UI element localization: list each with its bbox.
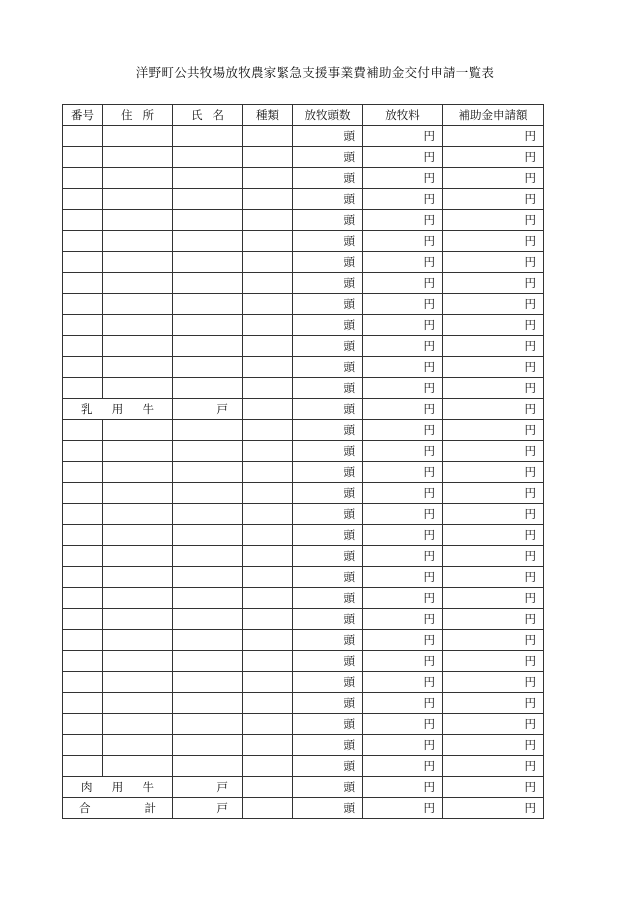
fee-cell: 円 bbox=[363, 609, 443, 630]
number-cell bbox=[63, 693, 103, 714]
address-cell bbox=[103, 630, 173, 651]
fee-cell: 円 bbox=[363, 252, 443, 273]
kind-cell bbox=[243, 735, 293, 756]
fee-cell: 円 bbox=[363, 273, 443, 294]
table-row bbox=[63, 567, 544, 588]
table-row bbox=[63, 483, 544, 504]
kind-cell bbox=[243, 168, 293, 189]
table-row bbox=[63, 714, 544, 735]
subsidy-cell: 円 bbox=[443, 462, 544, 483]
subsidy-cell: 円 bbox=[443, 630, 544, 651]
summary-row-beef bbox=[63, 777, 544, 798]
address-cell bbox=[103, 651, 173, 672]
heads-cell: 頭 bbox=[293, 147, 363, 168]
table-row bbox=[63, 525, 544, 546]
table-row bbox=[63, 420, 544, 441]
address-cell bbox=[103, 609, 173, 630]
address-cell bbox=[103, 693, 173, 714]
fee-cell: 円 bbox=[363, 441, 443, 462]
address-cell bbox=[103, 672, 173, 693]
kind-cell bbox=[243, 378, 293, 399]
address-cell bbox=[103, 714, 173, 735]
kind-cell bbox=[243, 714, 293, 735]
number-cell bbox=[63, 756, 103, 777]
subsidy-cell: 円 bbox=[443, 336, 544, 357]
number-cell bbox=[63, 147, 103, 168]
heads-cell: 頭 bbox=[293, 336, 363, 357]
kind-cell bbox=[243, 399, 293, 420]
table-row bbox=[63, 336, 544, 357]
table-row bbox=[63, 693, 544, 714]
kind-cell bbox=[243, 588, 293, 609]
kind-cell bbox=[243, 777, 293, 798]
address-cell bbox=[103, 168, 173, 189]
name-cell bbox=[173, 756, 243, 777]
heads-cell: 頭 bbox=[293, 189, 363, 210]
name-cell bbox=[173, 714, 243, 735]
fee-cell: 円 bbox=[363, 714, 443, 735]
heads-cell: 頭 bbox=[293, 609, 363, 630]
kind-cell bbox=[243, 546, 293, 567]
subsidy-cell: 円 bbox=[443, 441, 544, 462]
kind-cell bbox=[243, 798, 293, 819]
table-row bbox=[63, 588, 544, 609]
heads-cell: 頭 bbox=[293, 273, 363, 294]
name-cell bbox=[173, 735, 243, 756]
number-cell bbox=[63, 588, 103, 609]
subsidy-cell: 円 bbox=[443, 609, 544, 630]
name-cell bbox=[173, 609, 243, 630]
number-cell bbox=[63, 336, 103, 357]
fee-cell: 円 bbox=[363, 651, 443, 672]
table-row bbox=[63, 294, 544, 315]
fee-cell: 円 bbox=[363, 420, 443, 441]
name-cell bbox=[173, 588, 243, 609]
summary-households: 戸 bbox=[173, 777, 243, 798]
subsidy-cell: 円 bbox=[443, 210, 544, 231]
address-cell bbox=[103, 315, 173, 336]
heads-cell: 頭 bbox=[293, 714, 363, 735]
fee-cell: 円 bbox=[363, 294, 443, 315]
address-cell bbox=[103, 567, 173, 588]
kind-cell bbox=[243, 147, 293, 168]
subsidy-cell: 円 bbox=[443, 357, 544, 378]
number-cell bbox=[63, 273, 103, 294]
subsidy-cell: 円 bbox=[443, 567, 544, 588]
number-cell bbox=[63, 126, 103, 147]
number-cell bbox=[63, 504, 103, 525]
address-cell bbox=[103, 483, 173, 504]
fee-cell: 円 bbox=[363, 777, 443, 798]
table-row bbox=[63, 168, 544, 189]
table-row bbox=[63, 252, 544, 273]
fee-cell: 円 bbox=[363, 735, 443, 756]
address-cell bbox=[103, 126, 173, 147]
kind-cell bbox=[243, 672, 293, 693]
number-cell bbox=[63, 357, 103, 378]
name-cell bbox=[173, 546, 243, 567]
application-table bbox=[62, 104, 544, 819]
name-cell bbox=[173, 357, 243, 378]
fee-cell: 円 bbox=[363, 357, 443, 378]
fee-cell: 円 bbox=[363, 798, 443, 819]
subsidy-cell: 円 bbox=[443, 126, 544, 147]
heads-cell: 頭 bbox=[293, 567, 363, 588]
fee-cell: 円 bbox=[363, 168, 443, 189]
number-cell bbox=[63, 315, 103, 336]
subsidy-cell: 円 bbox=[443, 147, 544, 168]
name-cell bbox=[173, 651, 243, 672]
table-row bbox=[63, 756, 544, 777]
fee-cell: 円 bbox=[363, 567, 443, 588]
heads-cell: 頭 bbox=[293, 420, 363, 441]
name-cell bbox=[173, 483, 243, 504]
header-fee: 放牧料 bbox=[363, 105, 443, 126]
name-cell bbox=[173, 189, 243, 210]
summary-households: 戸 bbox=[173, 798, 243, 819]
subsidy-cell: 円 bbox=[443, 420, 544, 441]
heads-cell: 頭 bbox=[293, 294, 363, 315]
document-title: 洋野町公共牧場放牧農家緊急支援事業費補助金交付申請一覧表 bbox=[135, 65, 495, 80]
heads-cell: 頭 bbox=[293, 399, 363, 420]
heads-cell: 頭 bbox=[293, 252, 363, 273]
number-cell bbox=[63, 651, 103, 672]
number-cell bbox=[63, 252, 103, 273]
name-cell bbox=[173, 462, 243, 483]
name-cell bbox=[173, 420, 243, 441]
kind-cell bbox=[243, 483, 293, 504]
number-cell bbox=[63, 189, 103, 210]
name-cell bbox=[173, 273, 243, 294]
fee-cell: 円 bbox=[363, 504, 443, 525]
fee-cell: 円 bbox=[363, 315, 443, 336]
table-row bbox=[63, 651, 544, 672]
heads-cell: 頭 bbox=[293, 798, 363, 819]
table-row bbox=[63, 609, 544, 630]
heads-cell: 頭 bbox=[293, 777, 363, 798]
subsidy-cell: 円 bbox=[443, 693, 544, 714]
subsidy-cell: 円 bbox=[443, 252, 544, 273]
subsidy-cell: 円 bbox=[443, 231, 544, 252]
kind-cell bbox=[243, 294, 293, 315]
address-cell bbox=[103, 462, 173, 483]
address-cell bbox=[103, 441, 173, 462]
fee-cell: 円 bbox=[363, 126, 443, 147]
header-number: 番号 bbox=[63, 105, 103, 126]
number-cell bbox=[63, 210, 103, 231]
header-heads: 放牧頭数 bbox=[293, 105, 363, 126]
header-name: 氏 名 bbox=[173, 105, 243, 126]
table-row bbox=[63, 273, 544, 294]
fee-cell: 円 bbox=[363, 693, 443, 714]
table-row bbox=[63, 147, 544, 168]
address-cell bbox=[103, 336, 173, 357]
fee-cell: 円 bbox=[363, 336, 443, 357]
fee-cell: 円 bbox=[363, 483, 443, 504]
name-cell bbox=[173, 441, 243, 462]
header-address: 住 所 bbox=[103, 105, 173, 126]
name-cell bbox=[173, 210, 243, 231]
kind-cell bbox=[243, 567, 293, 588]
name-cell bbox=[173, 672, 243, 693]
address-cell bbox=[103, 273, 173, 294]
number-cell bbox=[63, 231, 103, 252]
kind-cell bbox=[243, 231, 293, 252]
kind-cell bbox=[243, 630, 293, 651]
address-cell bbox=[103, 357, 173, 378]
subsidy-cell: 円 bbox=[443, 798, 544, 819]
number-cell bbox=[63, 714, 103, 735]
number-cell bbox=[63, 168, 103, 189]
address-cell bbox=[103, 756, 173, 777]
heads-cell: 頭 bbox=[293, 210, 363, 231]
fee-cell: 円 bbox=[363, 210, 443, 231]
fee-cell: 円 bbox=[363, 672, 443, 693]
name-cell bbox=[173, 168, 243, 189]
address-cell bbox=[103, 189, 173, 210]
summary-households: 戸 bbox=[173, 399, 243, 420]
kind-cell bbox=[243, 693, 293, 714]
heads-cell: 頭 bbox=[293, 357, 363, 378]
table-row bbox=[63, 441, 544, 462]
subsidy-cell: 円 bbox=[443, 735, 544, 756]
address-cell bbox=[103, 546, 173, 567]
fee-cell: 円 bbox=[363, 756, 443, 777]
table-row bbox=[63, 231, 544, 252]
kind-cell bbox=[243, 273, 293, 294]
address-cell bbox=[103, 735, 173, 756]
fee-cell: 円 bbox=[363, 462, 443, 483]
kind-cell bbox=[243, 315, 293, 336]
kind-cell bbox=[243, 336, 293, 357]
heads-cell: 頭 bbox=[293, 504, 363, 525]
subsidy-cell: 円 bbox=[443, 483, 544, 504]
header-subsidy: 補助金申請額 bbox=[443, 105, 544, 126]
heads-cell: 頭 bbox=[293, 315, 363, 336]
number-cell bbox=[63, 609, 103, 630]
table-row bbox=[63, 735, 544, 756]
subsidy-cell: 円 bbox=[443, 189, 544, 210]
number-cell bbox=[63, 567, 103, 588]
subsidy-cell: 円 bbox=[443, 378, 544, 399]
fee-cell: 円 bbox=[363, 399, 443, 420]
subsidy-cell: 円 bbox=[443, 588, 544, 609]
number-cell bbox=[63, 735, 103, 756]
heads-cell: 頭 bbox=[293, 735, 363, 756]
fee-cell: 円 bbox=[363, 525, 443, 546]
subsidy-cell: 円 bbox=[443, 525, 544, 546]
heads-cell: 頭 bbox=[293, 231, 363, 252]
heads-cell: 頭 bbox=[293, 672, 363, 693]
number-cell bbox=[63, 378, 103, 399]
table-row bbox=[63, 189, 544, 210]
name-cell bbox=[173, 504, 243, 525]
number-cell bbox=[63, 420, 103, 441]
address-cell bbox=[103, 294, 173, 315]
heads-cell: 頭 bbox=[293, 693, 363, 714]
table-row bbox=[63, 462, 544, 483]
number-cell bbox=[63, 294, 103, 315]
summary-row-dairy bbox=[63, 399, 544, 420]
kind-cell bbox=[243, 609, 293, 630]
fee-cell: 円 bbox=[363, 630, 443, 651]
subsidy-cell: 円 bbox=[443, 756, 544, 777]
name-cell bbox=[173, 315, 243, 336]
subsidy-cell: 円 bbox=[443, 777, 544, 798]
address-cell bbox=[103, 525, 173, 546]
table-row bbox=[63, 210, 544, 231]
name-cell bbox=[173, 231, 243, 252]
number-cell bbox=[63, 525, 103, 546]
table-row bbox=[63, 378, 544, 399]
address-cell bbox=[103, 588, 173, 609]
heads-cell: 頭 bbox=[293, 378, 363, 399]
address-cell bbox=[103, 420, 173, 441]
summary-label: 乳 用 牛 bbox=[63, 399, 173, 420]
heads-cell: 頭 bbox=[293, 546, 363, 567]
address-cell bbox=[103, 252, 173, 273]
heads-cell: 頭 bbox=[293, 483, 363, 504]
kind-cell bbox=[243, 504, 293, 525]
kind-cell bbox=[243, 357, 293, 378]
heads-cell: 頭 bbox=[293, 462, 363, 483]
heads-cell: 頭 bbox=[293, 756, 363, 777]
number-cell bbox=[63, 462, 103, 483]
name-cell bbox=[173, 294, 243, 315]
subsidy-cell: 円 bbox=[443, 294, 544, 315]
fee-cell: 円 bbox=[363, 147, 443, 168]
header-row bbox=[63, 105, 544, 126]
kind-cell bbox=[243, 210, 293, 231]
address-cell bbox=[103, 231, 173, 252]
number-cell bbox=[63, 546, 103, 567]
subsidy-cell: 円 bbox=[443, 273, 544, 294]
table-row bbox=[63, 672, 544, 693]
kind-cell bbox=[243, 651, 293, 672]
subsidy-cell: 円 bbox=[443, 651, 544, 672]
subsidy-cell: 円 bbox=[443, 714, 544, 735]
number-cell bbox=[63, 483, 103, 504]
name-cell bbox=[173, 567, 243, 588]
summary-row-total bbox=[63, 798, 544, 819]
number-cell bbox=[63, 672, 103, 693]
address-cell bbox=[103, 147, 173, 168]
table-row bbox=[63, 546, 544, 567]
heads-cell: 頭 bbox=[293, 126, 363, 147]
summary-label: 合 計 bbox=[63, 798, 173, 819]
subsidy-cell: 円 bbox=[443, 504, 544, 525]
heads-cell: 頭 bbox=[293, 630, 363, 651]
subsidy-cell: 円 bbox=[443, 399, 544, 420]
number-cell bbox=[63, 630, 103, 651]
name-cell bbox=[173, 336, 243, 357]
subsidy-cell: 円 bbox=[443, 672, 544, 693]
kind-cell bbox=[243, 756, 293, 777]
name-cell bbox=[173, 126, 243, 147]
kind-cell bbox=[243, 252, 293, 273]
header-kind: 種類 bbox=[243, 105, 293, 126]
kind-cell bbox=[243, 525, 293, 546]
fee-cell: 円 bbox=[363, 231, 443, 252]
subsidy-cell: 円 bbox=[443, 315, 544, 336]
heads-cell: 頭 bbox=[293, 525, 363, 546]
table-row bbox=[63, 630, 544, 651]
kind-cell bbox=[243, 441, 293, 462]
number-cell bbox=[63, 441, 103, 462]
address-cell bbox=[103, 504, 173, 525]
table-row bbox=[63, 126, 544, 147]
heads-cell: 頭 bbox=[293, 168, 363, 189]
heads-cell: 頭 bbox=[293, 651, 363, 672]
name-cell bbox=[173, 147, 243, 168]
kind-cell bbox=[243, 420, 293, 441]
fee-cell: 円 bbox=[363, 588, 443, 609]
address-cell bbox=[103, 378, 173, 399]
subsidy-cell: 円 bbox=[443, 546, 544, 567]
heads-cell: 頭 bbox=[293, 588, 363, 609]
address-cell bbox=[103, 210, 173, 231]
fee-cell: 円 bbox=[363, 189, 443, 210]
fee-cell: 円 bbox=[363, 378, 443, 399]
table-row bbox=[63, 357, 544, 378]
name-cell bbox=[173, 525, 243, 546]
table-row bbox=[63, 504, 544, 525]
fee-cell: 円 bbox=[363, 546, 443, 567]
name-cell bbox=[173, 630, 243, 651]
kind-cell bbox=[243, 462, 293, 483]
name-cell bbox=[173, 693, 243, 714]
name-cell bbox=[173, 252, 243, 273]
name-cell bbox=[173, 378, 243, 399]
kind-cell bbox=[243, 189, 293, 210]
summary-label: 肉 用 牛 bbox=[63, 777, 173, 798]
kind-cell bbox=[243, 126, 293, 147]
subsidy-cell: 円 bbox=[443, 168, 544, 189]
table-row bbox=[63, 315, 544, 336]
heads-cell: 頭 bbox=[293, 441, 363, 462]
